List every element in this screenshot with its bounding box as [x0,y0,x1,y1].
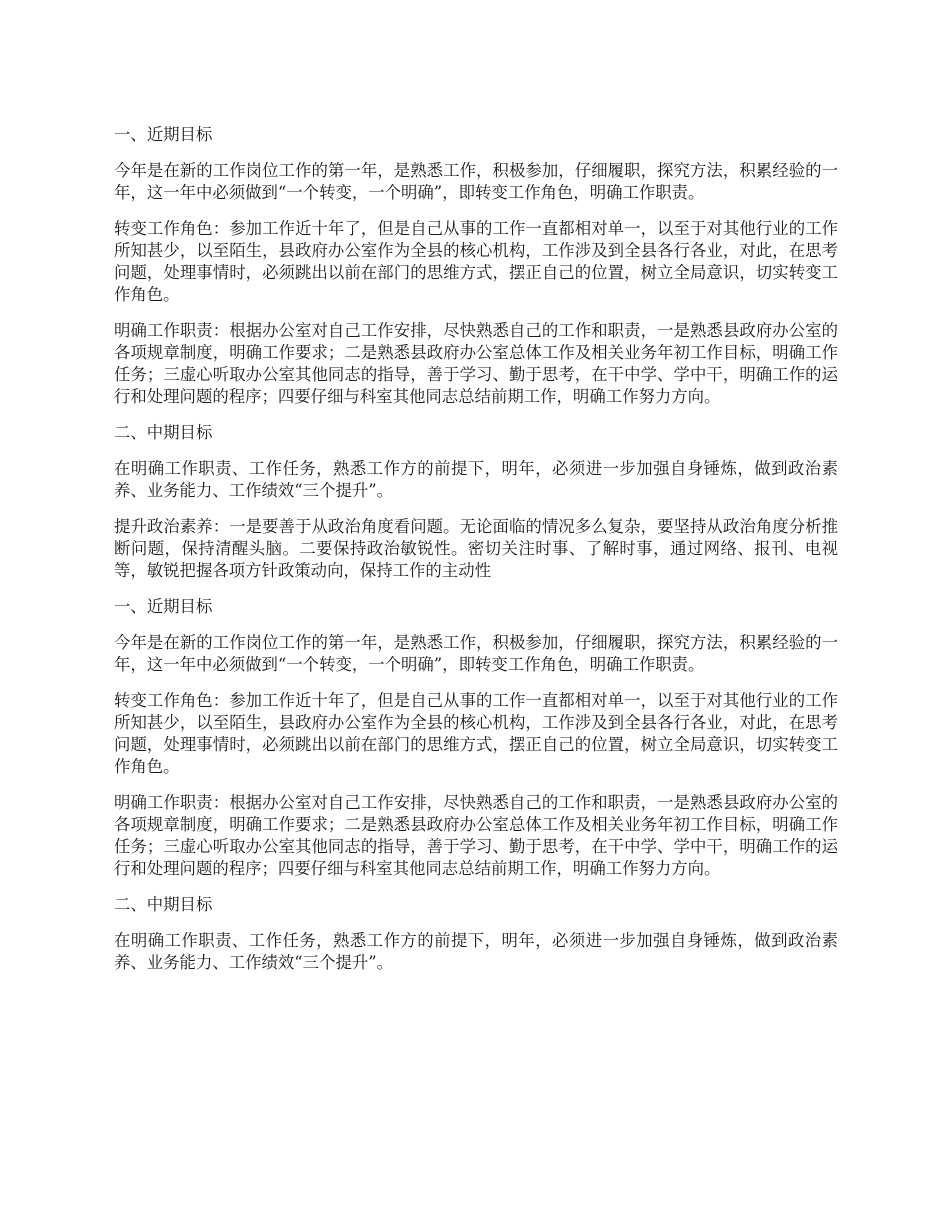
paragraph: 明确工作职责：根据办公室对自己工作安排，尽快熟悉自己的工作和职责，一是熟悉县政府办公室的各项规章制度，明确工作要求；二是熟悉县政府办公室总体工作及相关业务年初工作目标，明确工作任务；三虚心听取办公室其他同志的指导，善于学习、勤于思考，在干中学、学中干，明确工作的运行和处理问题的程序；四要仔细与科室其他同志总结前期工作，明确工作努力方向。 [114,321,838,406]
section-heading: 一、近期目标 [114,597,213,616]
section-heading: 一、近期目标 [114,125,213,144]
paragraph: 提升政治素养：一是要善于从政治角度看问题。无论面临的情况多么复杂，要坚持从政治角度分析推断问题，保持清醒头脑。二要保持政治敏锐性。密切关注时事、了解时事，通过网络、报刊、电视等，敏锐把握各项方针政策动向，保持工作的主动性 [114,517,838,580]
paragraph: 转变工作角色：参加工作近十年了，但是自己从事的工作一直都相对单一，以至于对其他行业的工作所知甚少，以至陌生，县政府办公室作为全县的核心机构，工作涉及到全县各行各业，对此，在思考问题，处理事情时，必须跳出以前在部门的思维方式，摆正自己的位置，树立全局意识，切实转变工作角色。 [114,691,838,776]
paragraph: 在明确工作职责、工作任务，熟悉工作方的前提下，明年，必须进一步加强自身锤炼，做到政治素养、业务能力、工作绩效“三个提升”。 [114,931,838,972]
paragraph: 明确工作职责：根据办公室对自己工作安排，尽快熟悉自己的工作和职责，一是熟悉县政府办公室的各项规章制度，明确工作要求；二是熟悉县政府办公室总体工作及相关业务年初工作目标，明确工作任务；三虚心听取办公室其他同志的指导，善于学习、勤于思考，在干中学、学中干，明确工作的运行和处理问题的程序；四要仔细与科室其他同志总结前期工作，明确工作努力方向。 [114,793,838,878]
paragraph: 今年是在新的工作岗位工作的第一年，是熟悉工作，积极参加，仔细履职，探究方法，积累经验的一年，这一年中必须做到“一个转变，一个明确”，即转变工作角色，明确工作职责。 [114,633,838,674]
section-heading: 二、中期目标 [114,895,213,914]
section-heading: 二、中期目标 [114,423,213,442]
paragraph: 今年是在新的工作岗位工作的第一年，是熟悉工作，积极参加，仔细履职，探究方法，积累经验的一年，这一年中必须做到“一个转变，一个明确”，即转变工作角色，明确工作职责。 [114,161,838,202]
paragraph: 在明确工作职责、工作任务，熟悉工作方的前提下，明年，必须进一步加强自身锤炼，做到政治素养、业务能力、工作绩效“三个提升”。 [114,459,838,500]
paragraph: 转变工作角色：参加工作近十年了，但是自己从事的工作一直都相对单一，以至于对其他行业的工作所知甚少，以至陌生，县政府办公室作为全县的核心机构，工作涉及到全县各行各业，对此，在思考问题，处理事情时，必须跳出以前在部门的思维方式，摆正自己的位置，树立全局意识，切实转变工作角色。 [114,219,838,304]
document-body [114,124,838,988]
